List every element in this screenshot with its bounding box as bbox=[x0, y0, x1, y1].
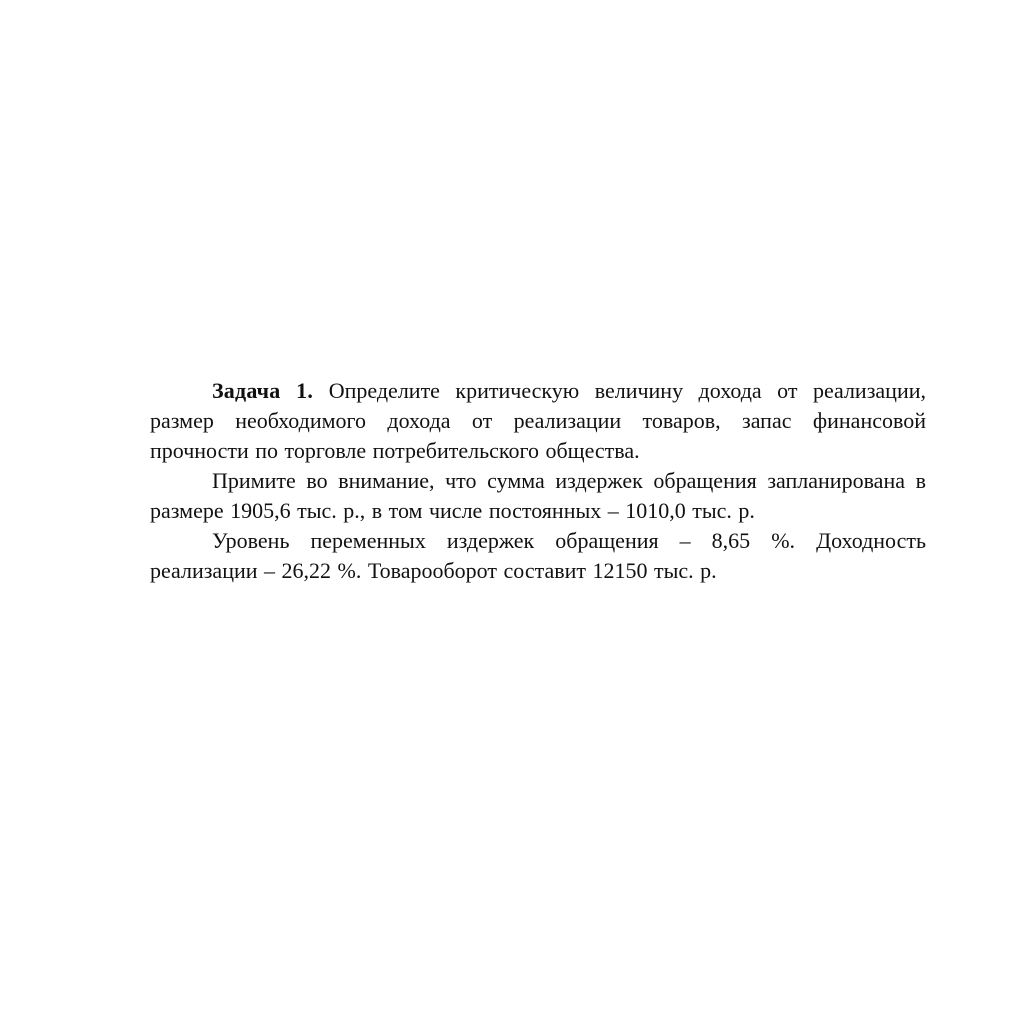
paragraph-costs-info bbox=[150, 466, 926, 526]
paragraph-task-statement bbox=[150, 376, 926, 466]
costs-info-text: Примите во внимание, что сумма издержек обращения запланирована в размере 1905,6 тыс. р., в том числе постоянных – 1010,0 тыс. р. bbox=[150, 468, 926, 523]
paragraph-rates-info bbox=[150, 526, 926, 586]
task-statement-text: Определите критическую величину дохода от реализации, размер необходимого дохода от реализации товаров, запас финансовой прочности по торговле потребительского общества. bbox=[150, 378, 926, 463]
task-number-label: Задача 1. bbox=[212, 378, 329, 403]
document-text-block bbox=[150, 376, 926, 586]
rates-info-text: Уровень переменных издержек обращения – 8,65 %. Доходность реализации – 26,22 %. Товарооборот составит 12150 тыс. р. bbox=[150, 528, 926, 583]
